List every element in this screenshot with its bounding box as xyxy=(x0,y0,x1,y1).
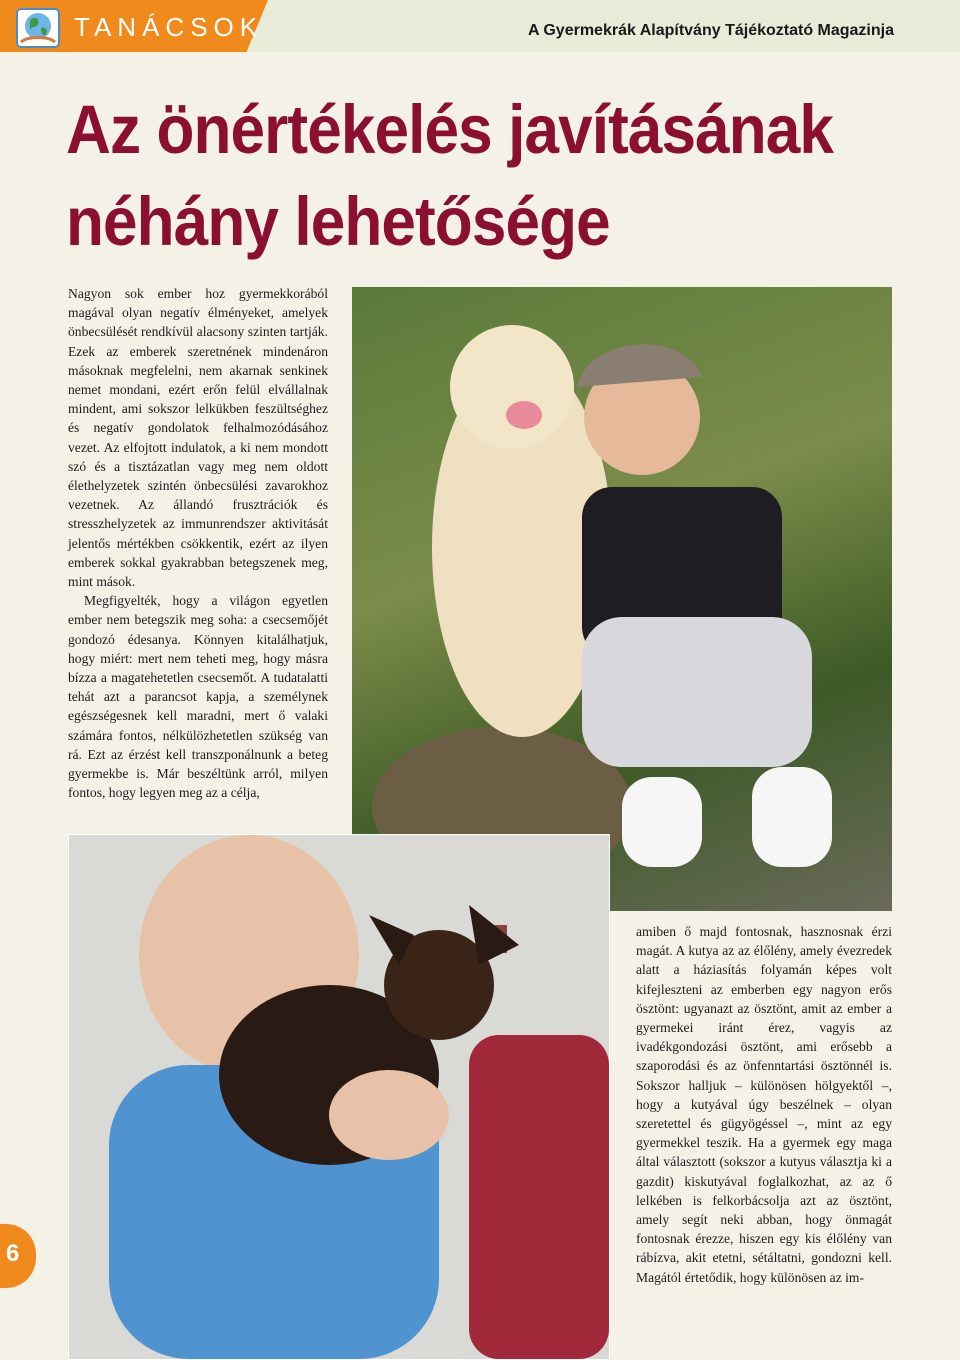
article-title xyxy=(66,84,858,268)
article-title-line-1: Az önértékelés javításának xyxy=(66,91,834,168)
text-column-left xyxy=(68,284,328,802)
paragraph-1: Nagyon sok ember hoz gyermekkorából magával olyan negatív élményeket, amelyek önbecsülését rendkívül alacsony szinten tartják. Ezek az emberek szeretnének mindenáron másoknak megfelelni, nem akarnak senkinek nemet mondani, ezért erőn felül elvállalnak mindent, ami sokszor lelkükben feszültséghez és negatív gondolatok felhalmozódásához vezet. Az elfojtott indulatok, a ki nem mondott szó és a tisztázatlan vagy meg nem oldott élethelyzetek szintén önbecsülési zavarokhoz vezetnek. Az állandó frusztrációk és stresszhelyzetek az immunrendszer aktivitását jelentős mértékben csökkentik, ezért az ilyen emberek sokkal gyakrabban betegszenek meg, mint mások. xyxy=(68,286,328,590)
photo-boy-with-golden-retriever xyxy=(352,287,892,911)
magazine-title: A Gyermekrák Alapítvány Tájékoztató Magazinja xyxy=(527,22,894,39)
photo-child-with-puppy xyxy=(68,834,610,1360)
paragraph-2: Megfigyelték, hogy a világon egyetlen ember nem betegszik meg soha: a csecsemőjét gondozó édesanya. Könnyen kitalálhatjuk, hogy miért: mert nem teheti meg, hogy másra bízza a magatehetetlen csecsemőt. A tudatalatti tehát azt a parancsot kapja, a személynek egészségesnek kell maradni, mert ő valaki számára fontos, nélkülözhetetlen szükség van rá. Ezt az érzést kell transzponálnunk a beteg gyermekbe is. Már beszéltünk arról, milyen fontos, hogy legyen meg az a célja, xyxy=(68,593,328,801)
globe-logo-icon xyxy=(16,8,60,48)
text-column-right: amiben ő majd fontosnak, hasznosnak érzi magát. A kutya az az élőlény, amely évezredek alatt a háziasítás folyamán képes volt kifejleszteni az emberben egy nagyon erős ösztönt: ugyanazt az ösztönt, amit az ember a gyermekei iránt érez, vagyis az ivadékgondozási ösztönt, ami erősebb a szaporodási és az önfenntartási ösztönnél is. Sokszor halljuk – különösen hölgyektől –, hogy a kutyával úgy beszélnek – olyan szeretettel és gügyögéssel –, mint az egy gyermekkel teszik. Ha a gyermek egy maga által választott (sokszor a kutyus választja ki a gazdit) kiskutyával foglalkozhat, az az ő lelkében is felkorbácsolja azt az ösztönt, amely segít neki abban, hogy önmagát fontosnak érezze, hiszen egy kis élőlény van rábízva, akit etetni, sétáltatni, gondozni kell. Magától értetődik, hogy különösen az im- xyxy=(636,924,892,1285)
section-label: TANÁCSOK xyxy=(74,12,264,42)
page-number: 6 xyxy=(6,1240,20,1267)
article-title-line-2: néhány lehetősége xyxy=(66,183,610,260)
